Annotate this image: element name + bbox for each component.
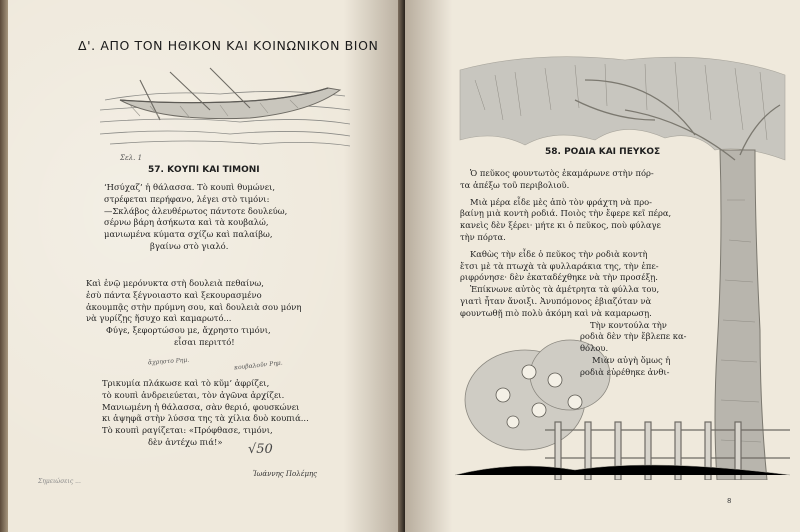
boat-illustration xyxy=(100,60,350,150)
handwritten-margin-note: Σελ. 1 xyxy=(120,154,143,162)
poem-stanza-3 xyxy=(102,378,309,449)
poem-line: σέρνω βάρη ἀσήκωτα καὶ τὰ κουβαλώ, xyxy=(104,217,269,228)
story-line: Τὴν κοντούλα τὴν xyxy=(590,319,667,330)
story-line: θόλου. xyxy=(580,343,609,354)
story-line: κανεὶς δὲν ξέρει· μήτε κι ὁ πεῦκος, ποὺ φύλαγε xyxy=(460,220,661,231)
story-line: ροδιὰ εὑρέθηκε ἀνθι- xyxy=(580,366,670,377)
poem-line: στρέφεται περήφανο, λέγει στὸ τιμόνι: xyxy=(104,193,270,204)
poem-line: κι ἀψηφᾶ στὴν λύσσα της τὰ χίλια δυὸ κουπιά... xyxy=(102,413,309,424)
poem-author: Ἰωάννης Πολέμης xyxy=(253,470,318,478)
poem-line: μανιωμένα κύματα σχίζω καὶ παλαίβω, xyxy=(104,229,273,240)
poem-line: ἐσὺ πάντα ξέγνοιαστο καὶ ξεκουρασμένο xyxy=(86,289,262,300)
poem-title: 57. ΚΟΥΠΙ ΚΑΙ ΤΙΜΟΝΙ xyxy=(148,165,260,175)
section-title: Δ'. ΑΠΟ ΤΟΝ ΗΘΙΚΟΝ ΚΑΙ ΚΟΙΝΩΝΙΚΟΝ ΒΙΟΝ xyxy=(78,38,379,53)
right-page xyxy=(405,0,800,532)
story-line: ριφρόνησε· δὲν ἐκαταδέχθηκε νὰ τὴν προσέξῃ. xyxy=(460,272,658,283)
story-line: Ἐπίκνωνε αὐτὸς τὰ ἀμέτρητα τὰ φύλλα του, xyxy=(470,284,660,295)
story-line: ροδιὰ δὲν τὴν ἔβλεπε κα- xyxy=(580,331,687,342)
poem-line: νὰ γυρίζῃς ἥσυχο καὶ καμαρωτό... xyxy=(86,313,232,324)
handwritten-annotation: κουβαλοῦν Ρημ. xyxy=(233,359,284,372)
poem-line: τὸ κουπὶ ἀνδρειεύεται, τὸν ἀγῶνα ἀρχίζει. xyxy=(102,389,285,400)
story-line: Μιὰν αὐγὴ ὅμως ἡ xyxy=(592,354,671,365)
story-line: γιατὶ ἦταν ἄνοιξι. Ἀνυπόμονος ἐβιαζόταν νὰ xyxy=(460,295,652,306)
poem-stanza-1 xyxy=(104,182,287,253)
story-line: τα ἀπέξω τοῦ περιβολιοῦ. xyxy=(460,179,570,190)
poem-line: Φύγε, ξεφορτώσου με, ἄχρηστο τιμόνι, xyxy=(106,325,271,336)
poem-line: Καὶ ἐνῷ μερόνυκτα στὴ δουλειὰ πεθαίνω, xyxy=(86,278,264,288)
story-line: φουντωθῇ πιὸ πολὺ ἀκόμη καὶ νὰ καμαρωσῃ. xyxy=(460,307,652,318)
story-line: Ὁ πεῦκος φουντωτὸς ἐκαμάρωνε στὴν πόρ- xyxy=(470,168,654,178)
poem-line: Τὸ κουπὶ ραγίζεται: «Πρόφθασε, τιμόνι, xyxy=(102,425,273,436)
page-number: 8 xyxy=(727,497,732,505)
story-line: Μιὰ μέρα εἶδε μὲς ἀπὸ τὸν φράχτη νὰ προ- xyxy=(470,196,652,207)
handwritten-annotation: ἄχρηστο Ρημ. xyxy=(147,356,190,367)
poem-stanza-2 xyxy=(86,278,301,349)
story-text xyxy=(460,168,687,379)
faded-bottom-note: Σημειώσεις ... xyxy=(38,478,81,485)
poem-line: —Σκλάβος ἀλευθέρωτος πάντοτε δουλεύω, xyxy=(104,205,288,216)
poem-line: Τρικυμία πλάκωσε καὶ τὸ κῦμ’ ἀφρίζει, xyxy=(102,378,270,388)
story-line: ἔτσι μὲ τὰ πτωχὰ τὰ φυλλαράκια της, τὴν ἐπε- xyxy=(460,260,659,271)
left-page xyxy=(8,0,403,532)
poem-line: Μανιωμένη ἡ θάλασσα, σὰν θεριό, φουσκώνει xyxy=(102,401,300,412)
story-line: βαίνῃ μιὰ κοντὴ ροδιά. Ποιὸς τὴν ἔφερε κεῖ πέρα, xyxy=(460,208,672,219)
story-line: Καθὼς τὴν εἶδε ὁ πεῦκος τὴν ροδιὰ κοντὴ xyxy=(470,248,648,259)
poem-line: ἀκουμπᾷς στὴν πρύμνη σου, καὶ δουλειὰ σου μόνη xyxy=(86,301,302,312)
poem-line: ‘Ησύχαζ’ ἡ θάλασσα. Τὸ κουπὶ θυμώνει, xyxy=(104,182,276,192)
story-line: τὴν πόρτα. xyxy=(460,231,506,242)
poem-line: βγαίνω στὸ γιαλό. xyxy=(150,240,229,251)
story-title: 58. ΡΟΔΙΑ ΚΑΙ ΠΕΥΚΟΣ xyxy=(545,147,661,157)
pencil-mark: √50 xyxy=(248,442,273,457)
poem-line: εἶσαι περιττό! xyxy=(174,336,235,347)
poem-line: δὲν ἀντέχω πιά!» xyxy=(148,436,223,447)
